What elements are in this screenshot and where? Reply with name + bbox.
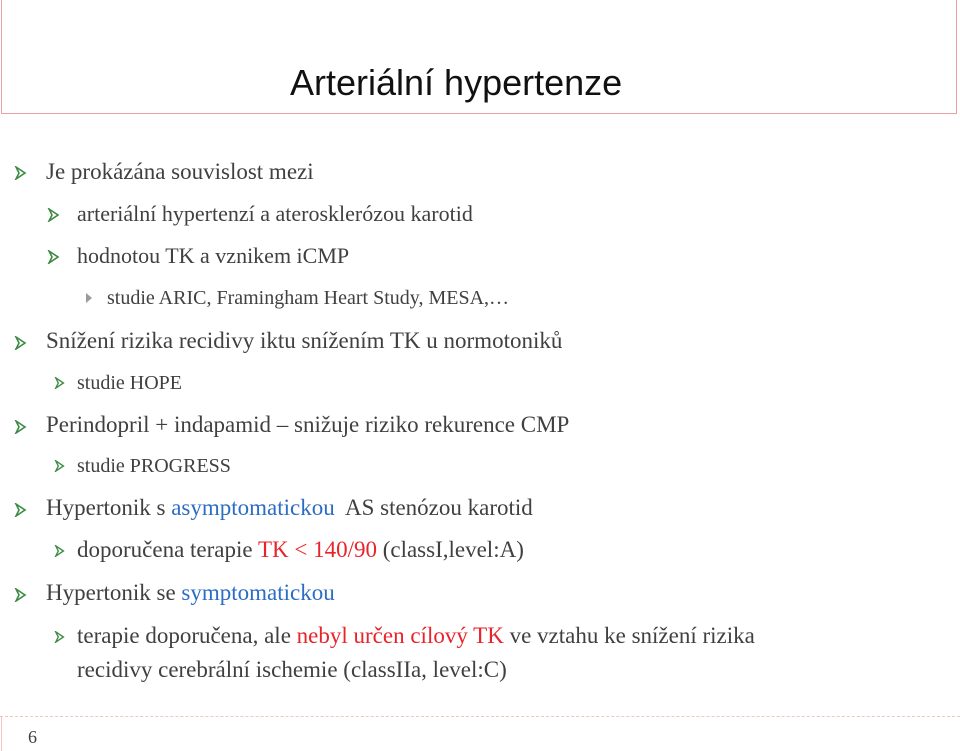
slide-footer-left-border <box>1 716 2 751</box>
bullet-text-segment: Hypertonik s <box>46 495 172 520</box>
chevron-arrow-icon <box>14 166 28 180</box>
bullet-text-segment: ve vztahu ke snížení rizika <box>503 623 755 648</box>
chevron-arrow-icon <box>14 588 28 602</box>
bullet-text: Snížení rizika recidivy iktu snížením TK u normotoniků <box>46 328 563 353</box>
highlight-bp-target: TK < 140/90 <box>257 537 377 562</box>
chevron-arrow-icon <box>47 208 61 222</box>
chevron-arrow-icon <box>54 460 66 472</box>
triangle-right-icon <box>84 292 94 304</box>
bullet-text: Perindopril + indapamid – snižuje riziko rekurence CMP <box>46 412 570 437</box>
bullet-text <box>46 494 533 522</box>
bullet-text: hodnotou TK a vznikem iCMP <box>77 243 350 268</box>
bullet-text: arteriální hypertenzí a aterosklerózou karotid <box>77 201 473 226</box>
bullet-text <box>77 622 755 650</box>
chevron-arrow-icon <box>54 631 66 643</box>
bullet-text: studie HOPE <box>77 372 182 394</box>
bullet-text-segment: Hypertonik se <box>46 580 182 605</box>
page-number: 6 <box>28 727 37 747</box>
bullet-text: Je prokázána souvislost mezi <box>46 159 314 184</box>
slide-title: Arteriální hypertenze <box>290 62 623 103</box>
bullet-text: studie PROGRESS <box>77 455 231 477</box>
bullet-text-segment: AS stenózou karotid <box>334 495 533 520</box>
bullet-text-continuation: recidivy cerebrální ischemie (classIIa, level:C) <box>77 657 507 682</box>
slide-footer-divider <box>0 716 960 717</box>
chevron-arrow-icon <box>54 545 66 557</box>
highlight-no-target: nebyl určen cílový TK <box>296 623 504 648</box>
bullet-text <box>46 579 335 607</box>
chevron-arrow-icon <box>14 503 28 517</box>
bullet-text-segment: terapie doporučena, ale <box>77 623 297 648</box>
chevron-arrow-icon <box>14 420 28 434</box>
bullet-text-segment: doporučena terapie <box>77 537 258 562</box>
bullet-text-segment: (classI,level:A) <box>376 537 524 562</box>
chevron-arrow-icon <box>14 336 28 350</box>
chevron-arrow-icon <box>54 377 66 389</box>
highlight-symptomatic: symptomatickou <box>181 580 335 605</box>
bullet-text <box>77 536 524 564</box>
bullet-text: studie ARIC, Framingham Heart Study, MESA,… <box>107 287 510 309</box>
highlight-asymptomatic: asymptomatickou <box>171 495 335 520</box>
chevron-arrow-icon <box>47 250 61 264</box>
